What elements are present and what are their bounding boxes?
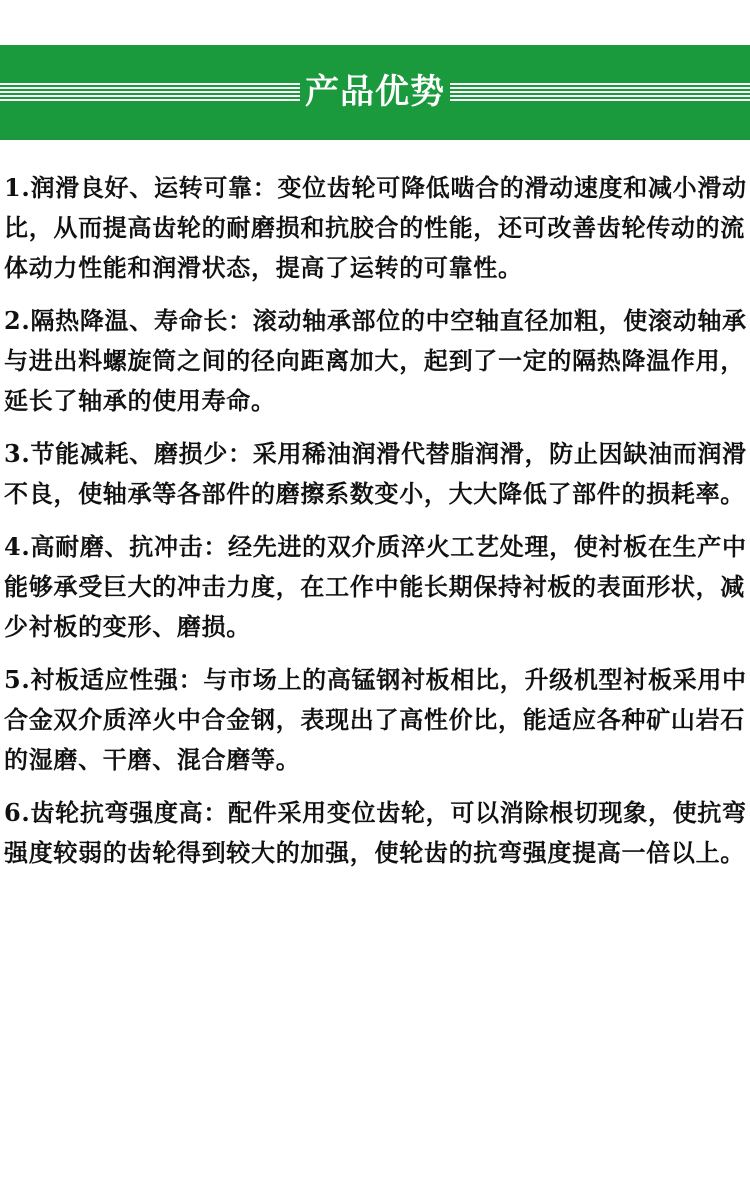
decorative-stripes-right xyxy=(450,83,750,103)
advantage-item-1: 1.润滑良好、运转可靠：变位齿轮可降低啮合的滑动速度和减小滑动比，从而提高齿轮的耐磨损和抗胶合的性能，还可改善齿轮传动的流体动力性能和润滑状态，提高了运转的可靠性。 xyxy=(4,173,747,282)
section-title: 产品优势 xyxy=(305,72,445,112)
advantage-item-2: 2.隔热降温、寿命长：滚动轴承部位的中空轴直径加粗，使滚动轴承与进出料螺旋筒之间的径向距离加大，起到了一定的隔热降温作用，延长了轴承的使用寿命。 xyxy=(4,306,747,415)
advantage-item-5: 5.衬板适应性强：与市场上的高锰钢衬板相比，升级机型衬板采用中合金双介质淬火中合金钢，表现出了高性价比，能适应各种矿山岩石的湿磨、干磨、混合磨等。 xyxy=(4,665,747,774)
section-header-banner xyxy=(0,45,750,140)
decorative-stripes-left xyxy=(0,83,300,103)
advantages-list xyxy=(0,168,750,873)
advantage-item-3: 3.节能减耗、磨损少：采用稀油润滑代替脂润滑，防止因缺油而润滑不良，使轴承等各部件的磨擦系数变小，大大降低了部件的损耗率。 xyxy=(4,439,747,508)
advantage-item-4: 4.高耐磨、抗冲击：经先进的双介质淬火工艺处理，使衬板在生产中能够承受巨大的冲击力度，在工作中能长期保持衬板的表面形状，减少衬板的变形、磨损。 xyxy=(4,532,747,641)
advantage-item-6: 6.齿轮抗弯强度高：配件采用变位齿轮，可以消除根切现象，使抗弯强度较弱的齿轮得到较大的加强，使轮齿的抗弯强度提高一倍以上。 xyxy=(4,798,747,867)
